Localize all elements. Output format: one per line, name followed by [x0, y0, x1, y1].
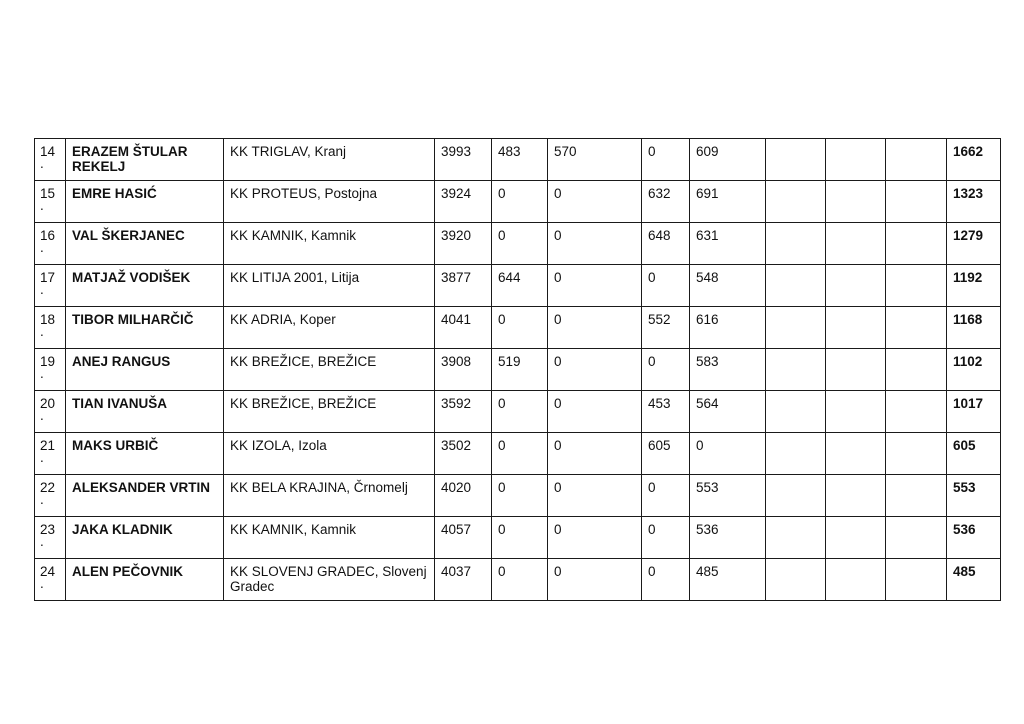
- score-2: 570: [548, 139, 642, 181]
- score-5: [766, 181, 826, 223]
- rank-dot: .: [40, 576, 44, 591]
- score-6: [826, 433, 886, 475]
- rating-value: 3924: [435, 181, 492, 223]
- club-name: KK PROTEUS, Postojna: [224, 181, 435, 223]
- score-4: 485: [690, 559, 766, 601]
- club-name: KK KAMNIK, Kamnik: [224, 517, 435, 559]
- score-6: [826, 349, 886, 391]
- rank-dot: .: [40, 450, 44, 465]
- score-3: 0: [642, 265, 690, 307]
- score-6: [826, 139, 886, 181]
- score-6: [826, 559, 886, 601]
- table-row: [35, 517, 1001, 559]
- score-6: [826, 517, 886, 559]
- score-6: [826, 391, 886, 433]
- score-1: 0: [492, 307, 548, 349]
- rank-number: 19: [40, 354, 56, 369]
- rating-value: 3877: [435, 265, 492, 307]
- rating-value: 3908: [435, 349, 492, 391]
- rank-number: 23: [40, 522, 56, 537]
- athlete-name: MATJAŽ VODIŠEK: [66, 265, 224, 307]
- rating-value: 4037: [435, 559, 492, 601]
- table-row: [35, 433, 1001, 475]
- rank-dot: .: [40, 324, 44, 339]
- table-row: [35, 349, 1001, 391]
- score-6: [826, 181, 886, 223]
- score-2: 0: [548, 433, 642, 475]
- rating-value: 3993: [435, 139, 492, 181]
- total-points: 605: [947, 433, 1001, 475]
- score-2: 0: [548, 265, 642, 307]
- table-row: [35, 391, 1001, 433]
- athlete-name: ANEJ RANGUS: [66, 349, 224, 391]
- athlete-name: TIBOR MILHARČIČ: [66, 307, 224, 349]
- rank-number: 17: [40, 270, 56, 285]
- rank-cell: [35, 391, 66, 433]
- rank-cell: [35, 223, 66, 265]
- score-3: 605: [642, 433, 690, 475]
- club-name: KK IZOLA, Izola: [224, 433, 435, 475]
- score-1: 519: [492, 349, 548, 391]
- rank-dot: .: [40, 198, 44, 213]
- score-7: [886, 307, 947, 349]
- score-1: 0: [492, 433, 548, 475]
- score-3: 552: [642, 307, 690, 349]
- score-4: 631: [690, 223, 766, 265]
- score-3: 0: [642, 517, 690, 559]
- rating-value: 3502: [435, 433, 492, 475]
- score-5: [766, 265, 826, 307]
- table-row: [35, 223, 1001, 265]
- rank-cell: [35, 349, 66, 391]
- score-7: [886, 433, 947, 475]
- rank-dot: .: [40, 156, 44, 171]
- score-1: 644: [492, 265, 548, 307]
- score-4: 564: [690, 391, 766, 433]
- rating-value: 3920: [435, 223, 492, 265]
- score-4: 616: [690, 307, 766, 349]
- rank-dot: .: [40, 366, 44, 381]
- rating-value: 4041: [435, 307, 492, 349]
- results-table: [34, 138, 1001, 601]
- athlete-name: EMRE HASIĆ: [66, 181, 224, 223]
- score-1: 0: [492, 475, 548, 517]
- athlete-name: VAL ŠKERJANEC: [66, 223, 224, 265]
- score-6: [826, 475, 886, 517]
- score-2: 0: [548, 391, 642, 433]
- rank-cell: [35, 265, 66, 307]
- athlete-name: ERAZEM ŠTULAR REKELJ: [66, 139, 224, 181]
- score-5: [766, 349, 826, 391]
- score-2: 0: [548, 181, 642, 223]
- rank-number: 20: [40, 396, 56, 411]
- total-points: 1102: [947, 349, 1001, 391]
- score-6: [826, 307, 886, 349]
- rank-number: 22: [40, 480, 56, 495]
- score-1: 0: [492, 181, 548, 223]
- rating-value: 4020: [435, 475, 492, 517]
- table-row: [35, 307, 1001, 349]
- score-3: 648: [642, 223, 690, 265]
- score-5: [766, 391, 826, 433]
- score-7: [886, 391, 947, 433]
- club-name: KK BREŽICE, BREŽICE: [224, 391, 435, 433]
- rating-value: 4057: [435, 517, 492, 559]
- score-5: [766, 223, 826, 265]
- club-name: KK BELA KRAJINA, Črnomelj: [224, 475, 435, 517]
- score-4: 609: [690, 139, 766, 181]
- table-row: [35, 559, 1001, 601]
- score-4: 0: [690, 433, 766, 475]
- total-points: 1168: [947, 307, 1001, 349]
- rank-number: 15: [40, 186, 56, 201]
- score-6: [826, 265, 886, 307]
- rank-number: 18: [40, 312, 56, 327]
- rank-cell: [35, 181, 66, 223]
- club-name: KK LITIJA 2001, Litija: [224, 265, 435, 307]
- score-2: 0: [548, 223, 642, 265]
- total-points: 485: [947, 559, 1001, 601]
- rank-dot: .: [40, 282, 44, 297]
- club-name: KK BREŽICE, BREŽICE: [224, 349, 435, 391]
- rank-cell: [35, 433, 66, 475]
- rank-dot: .: [40, 492, 44, 507]
- total-points: 536: [947, 517, 1001, 559]
- score-5: [766, 433, 826, 475]
- athlete-name: ALEKSANDER VRTIN: [66, 475, 224, 517]
- table-row: [35, 181, 1001, 223]
- total-points: 1017: [947, 391, 1001, 433]
- total-points: 1323: [947, 181, 1001, 223]
- total-points: 1279: [947, 223, 1001, 265]
- score-1: 0: [492, 559, 548, 601]
- score-2: 0: [548, 475, 642, 517]
- rank-cell: [35, 475, 66, 517]
- score-1: 483: [492, 139, 548, 181]
- score-5: [766, 307, 826, 349]
- score-7: [886, 559, 947, 601]
- score-5: [766, 475, 826, 517]
- score-6: [826, 223, 886, 265]
- score-4: 691: [690, 181, 766, 223]
- rank-number: 21: [40, 438, 56, 453]
- score-7: [886, 181, 947, 223]
- rank-dot: .: [40, 534, 44, 549]
- score-2: 0: [548, 559, 642, 601]
- score-1: 0: [492, 517, 548, 559]
- score-7: [886, 139, 947, 181]
- rating-value: 3592: [435, 391, 492, 433]
- total-points: 553: [947, 475, 1001, 517]
- score-2: 0: [548, 349, 642, 391]
- rank-cell: [35, 517, 66, 559]
- total-points: 1662: [947, 139, 1001, 181]
- score-4: 548: [690, 265, 766, 307]
- rank-dot: .: [40, 240, 44, 255]
- athlete-name: JAKA KLADNIK: [66, 517, 224, 559]
- score-3: 453: [642, 391, 690, 433]
- score-5: [766, 139, 826, 181]
- rank-cell: [35, 307, 66, 349]
- club-name: KK TRIGLAV, Kranj: [224, 139, 435, 181]
- rank-number: 14: [40, 144, 56, 159]
- score-7: [886, 517, 947, 559]
- score-3: 632: [642, 181, 690, 223]
- score-4: 583: [690, 349, 766, 391]
- results-body: [35, 139, 1001, 601]
- score-5: [766, 517, 826, 559]
- rank-cell: [35, 139, 66, 181]
- score-7: [886, 349, 947, 391]
- score-3: 0: [642, 559, 690, 601]
- score-4: 536: [690, 517, 766, 559]
- score-4: 553: [690, 475, 766, 517]
- score-2: 0: [548, 307, 642, 349]
- score-7: [886, 265, 947, 307]
- score-1: 0: [492, 391, 548, 433]
- table-row: [35, 475, 1001, 517]
- rank-number: 24: [40, 564, 56, 579]
- rank-number: 16: [40, 228, 56, 243]
- score-3: 0: [642, 475, 690, 517]
- score-7: [886, 223, 947, 265]
- athlete-name: MAKS URBIČ: [66, 433, 224, 475]
- score-7: [886, 475, 947, 517]
- score-3: 0: [642, 349, 690, 391]
- club-name: KK ADRIA, Koper: [224, 307, 435, 349]
- table-row: [35, 139, 1001, 181]
- rank-dot: .: [40, 408, 44, 423]
- athlete-name: ALEN PEČOVNIK: [66, 559, 224, 601]
- athlete-name: TIAN IVANUŠA: [66, 391, 224, 433]
- club-name: KK KAMNIK, Kamnik: [224, 223, 435, 265]
- score-3: 0: [642, 139, 690, 181]
- table-row: [35, 265, 1001, 307]
- score-2: 0: [548, 517, 642, 559]
- rank-cell: [35, 559, 66, 601]
- total-points: 1192: [947, 265, 1001, 307]
- score-1: 0: [492, 223, 548, 265]
- club-name: KK SLOVENJ GRADEC, Slovenj Gradec: [224, 559, 435, 601]
- score-5: [766, 559, 826, 601]
